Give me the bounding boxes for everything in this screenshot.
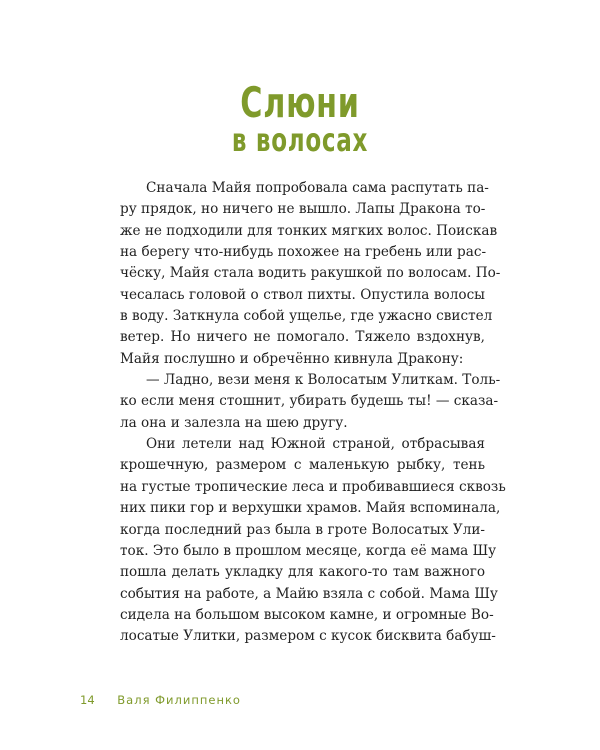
text-line: ветер. Но ничего не помогало. Тяжело вздохнув, [120,329,485,346]
text-line: Они летели над Южной страной, отбрасывая [146,436,485,453]
text-line: события на работе, а Майю взяла с собой. Мама Шу [120,585,498,602]
text-line: в воду. Заткнула собой ущелье, где ужасно свистел [120,308,493,325]
text-line: на густые тропические леса и пробивавшиеся сквозь [120,478,506,495]
text-line: чёску, Майя стала водить ракушкой по волосам. По- [120,265,501,282]
chapter-title-line-1: Слюни [240,78,360,127]
page-footer [80,693,241,707]
text-line: крошечную, размером с маленькую рыбку, тень [120,457,485,474]
text-line: Майя послушно и обречённо кивнула Дракону: [120,350,464,367]
text-line: же не подходили для тонких мягких волос. Поискав [120,222,498,239]
chapter-title-line-2: в волосах [231,121,369,159]
text-line: пошла делать укладку для какого-то там важного [120,564,485,581]
text-line: лосатые Улитки, размером с кусок бисквита бабуш- [120,628,496,645]
text-line: когда последний раз была в гроте Волосатых Ули- [120,521,485,538]
page-number: 14 [80,693,95,707]
text-line: ла она и залезла на шею другу. [120,414,348,431]
author-name: Валя Филиппенко [117,693,241,707]
text-line: ру прядок, но ничего не вышло. Лапы Дракона то- [120,201,486,218]
body-text [120,178,506,648]
text-line: Сначала Майя попробовала сама распутать па- [146,180,489,196]
text-line: ко если меня стошнит, убирать будешь ты! — сказа- [120,393,499,410]
text-line: — Ладно, вези меня к Волосатым Улиткам. Толь- [146,372,501,389]
text-line: чесалась головой о ствол пихты. Опустила волосы [120,286,485,303]
text-line: них пики гор и верхушки храмов. Майя вспоминала, [120,500,501,517]
text-line: на берегу что-нибудь похожее на гребень или рас- [120,244,487,261]
text-line: ток. Это было в прошлом месяце, когда её мама Шу [120,542,497,559]
text-line: сидела на большом высоком камне, и огромные Во- [120,606,494,623]
